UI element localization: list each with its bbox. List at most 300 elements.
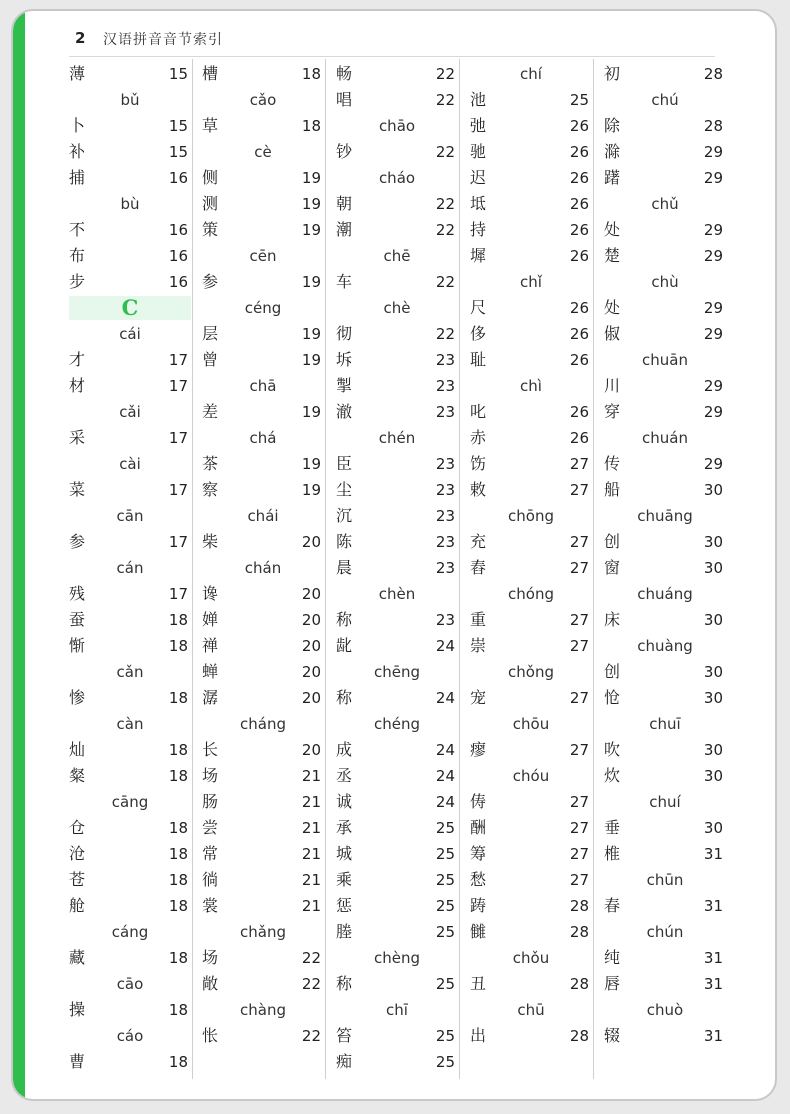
entry-page-number: 26: [569, 247, 589, 265]
index-entry[interactable]: [604, 685, 726, 711]
index-entry[interactable]: [336, 737, 458, 763]
entry-page-number: 28: [569, 923, 589, 941]
entry-page-number: 27: [569, 793, 589, 811]
entry-page-number: 23: [435, 559, 455, 577]
index-entry[interactable]: [336, 867, 458, 893]
pinyin-heading: cǎi: [119, 403, 141, 421]
entry-page-number: 26: [569, 299, 589, 317]
index-entry[interactable]: [336, 139, 458, 165]
entry-character: 晨: [336, 558, 353, 577]
index-entry[interactable]: [69, 269, 191, 295]
pinyin-heading: cáng: [111, 923, 149, 941]
entry-page-number: 17: [168, 481, 188, 499]
entry-page-number: 18: [168, 767, 188, 785]
entry-character: 窗: [604, 558, 621, 577]
pinyin-heading: chuāng: [637, 507, 693, 525]
index-entry[interactable]: [69, 867, 191, 893]
pinyin-heading: chē: [383, 247, 411, 265]
index-entry[interactable]: [604, 607, 726, 633]
entry-page-number: 23: [435, 611, 455, 629]
index-entry[interactable]: [470, 841, 592, 867]
pinyin-heading: cháng: [240, 715, 286, 733]
entry-page-number: 19: [301, 481, 321, 499]
entry-page-number: 22: [435, 221, 455, 239]
index-entry[interactable]: [202, 191, 324, 217]
entry-character: 畅: [336, 64, 353, 83]
pinyin-heading: chèn: [378, 585, 416, 603]
index-entry[interactable]: [69, 477, 191, 503]
index-entry[interactable]: [69, 165, 191, 191]
entry-character: 草: [202, 116, 219, 135]
entry-page-number: 18: [168, 845, 188, 863]
index-entry[interactable]: [69, 243, 191, 269]
index-entry[interactable]: [604, 61, 726, 87]
index-entry[interactable]: [470, 191, 592, 217]
entry-character: 垂: [604, 818, 621, 837]
entry-page-number: 27: [569, 533, 589, 551]
entry-page-number: 22: [435, 325, 455, 343]
entry-page-number: 18: [168, 1053, 188, 1071]
entry-page-number: 30: [703, 689, 723, 707]
pinyin-heading: bǔ: [120, 91, 140, 109]
index-entry[interactable]: [202, 763, 324, 789]
entry-character: 场: [202, 948, 219, 967]
index-entry[interactable]: [69, 841, 191, 867]
index-entry[interactable]: [604, 1023, 726, 1049]
pinyin-heading: chè: [383, 299, 411, 317]
index-entry[interactable]: [470, 737, 592, 763]
index-entry[interactable]: [470, 893, 592, 919]
index-entry[interactable]: [604, 659, 726, 685]
entry-page-number: 22: [301, 949, 321, 967]
entry-page-number: 31: [703, 975, 723, 993]
index-entry[interactable]: [69, 139, 191, 165]
entry-page-number: 24: [435, 793, 455, 811]
entry-character: 纯: [604, 948, 621, 967]
index-entry[interactable]: [202, 659, 324, 685]
entry-page-number: 26: [569, 403, 589, 421]
entry-character: 滁: [604, 142, 621, 161]
index-entry[interactable]: [336, 451, 458, 477]
entry-character: 差: [202, 402, 219, 421]
entry-character: 敕: [470, 480, 487, 499]
entry-page-number: 27: [569, 845, 589, 863]
entry-character: 不: [69, 220, 86, 239]
pinyin-heading: chōng: [508, 507, 554, 525]
index-entry[interactable]: [202, 347, 324, 373]
index-entry[interactable]: [470, 87, 592, 113]
index-entry[interactable]: [604, 113, 726, 139]
index-entry[interactable]: [604, 139, 726, 165]
index-entry[interactable]: [470, 633, 592, 659]
entry-character: 捕: [69, 168, 86, 187]
index-entry[interactable]: [202, 477, 324, 503]
entry-character: 尘: [336, 480, 353, 499]
entry-character: 吹: [604, 740, 621, 759]
entry-character: 才: [69, 350, 86, 369]
index-entry[interactable]: [604, 893, 726, 919]
entry-character: 雠: [470, 922, 487, 941]
entry-page-number: 26: [569, 195, 589, 213]
index-entry[interactable]: [336, 893, 458, 919]
entry-character: 仓: [69, 818, 86, 837]
entry-character: 赤: [470, 428, 487, 447]
section-letter: C: [69, 296, 191, 320]
entry-character: 饬: [470, 454, 487, 473]
entry-character: 薄: [69, 64, 86, 83]
entry-character: 菜: [69, 480, 86, 499]
entry-page-number: 18: [168, 637, 188, 655]
index-entry[interactable]: [202, 815, 324, 841]
entry-character: 惭: [69, 636, 86, 655]
entry-character: 坼: [336, 350, 353, 369]
entry-page-number: 25: [435, 871, 455, 889]
index-entry[interactable]: [604, 763, 726, 789]
entry-page-number: 22: [435, 273, 455, 291]
index-entry[interactable]: [470, 815, 592, 841]
entry-character: 蝉: [202, 662, 219, 681]
index-entry[interactable]: [69, 607, 191, 633]
index-entry[interactable]: [69, 763, 191, 789]
index-entry[interactable]: [336, 971, 458, 997]
index-entry[interactable]: [604, 971, 726, 997]
index-entry[interactable]: [470, 165, 592, 191]
index-entry[interactable]: [69, 113, 191, 139]
entry-character: 唱: [336, 90, 353, 109]
index-entry[interactable]: [69, 893, 191, 919]
index-entry[interactable]: [202, 113, 324, 139]
index-entry[interactable]: [69, 425, 191, 451]
entry-page-number: 20: [301, 663, 321, 681]
column-divider: [192, 59, 193, 1079]
index-column-1: [69, 61, 191, 1075]
entry-page-number: 29: [703, 169, 723, 187]
entry-page-number: 29: [703, 455, 723, 473]
entry-page-number: 26: [569, 351, 589, 369]
pinyin-heading: chuàng: [637, 637, 693, 655]
index-entry[interactable]: [336, 529, 458, 555]
entry-page-number: 22: [435, 91, 455, 109]
index-entry[interactable]: [470, 217, 592, 243]
entry-page-number: 22: [435, 143, 455, 161]
index-entry[interactable]: [69, 633, 191, 659]
entry-character: 辍: [604, 1026, 621, 1045]
entry-page-number: 18: [301, 65, 321, 83]
pinyin-heading: chán: [244, 559, 282, 577]
index-entry[interactable]: [604, 243, 726, 269]
index-entry[interactable]: [202, 61, 324, 87]
entry-character: 潺: [202, 688, 219, 707]
entry-page-number: 26: [569, 325, 589, 343]
entry-character: 卜: [69, 116, 86, 135]
entry-page-number: 30: [703, 559, 723, 577]
index-entry[interactable]: [202, 841, 324, 867]
index-entry[interactable]: [604, 477, 726, 503]
index-entry[interactable]: [336, 61, 458, 87]
entry-page-number: 25: [435, 845, 455, 863]
entry-character: 采: [69, 428, 86, 447]
entry-page-number: 30: [703, 611, 723, 629]
entry-character: 龀: [336, 636, 353, 655]
index-entry[interactable]: [336, 269, 458, 295]
entry-character: 驰: [470, 142, 487, 161]
index-entry[interactable]: [336, 763, 458, 789]
entry-character: 粲: [69, 766, 86, 785]
pinyin-heading: càn: [116, 715, 144, 733]
index-entry[interactable]: [336, 841, 458, 867]
entry-character: 成: [336, 740, 353, 759]
pinyin-heading: chǔ: [651, 195, 679, 213]
index-entry[interactable]: [336, 607, 458, 633]
pinyin-heading: chuān: [642, 351, 688, 369]
index-entry[interactable]: [202, 945, 324, 971]
entry-character: 创: [604, 532, 621, 551]
entry-page-number: 20: [301, 741, 321, 759]
index-entry[interactable]: [202, 633, 324, 659]
entry-character: 侈: [470, 324, 487, 343]
index-page: [11, 9, 777, 1101]
entry-character: 场: [202, 766, 219, 785]
page-title: 汉语拼音音节索引: [103, 32, 223, 48]
entry-character: 澈: [336, 402, 353, 421]
index-entry[interactable]: [604, 555, 726, 581]
entry-character: 察: [202, 480, 219, 499]
entry-page-number: 20: [301, 689, 321, 707]
entry-page-number: 28: [703, 65, 723, 83]
entry-character: 操: [69, 1000, 86, 1019]
entry-page-number: 25: [435, 1053, 455, 1071]
pinyin-heading: cāng: [111, 793, 149, 811]
index-entry[interactable]: [336, 555, 458, 581]
index-entry[interactable]: [202, 451, 324, 477]
index-entry[interactable]: [336, 373, 458, 399]
index-entry[interactable]: [336, 321, 458, 347]
index-entry[interactable]: [69, 1049, 191, 1075]
index-entry[interactable]: [470, 321, 592, 347]
index-entry[interactable]: [470, 789, 592, 815]
entry-page-number: 30: [703, 741, 723, 759]
index-entry[interactable]: [202, 399, 324, 425]
entry-page-number: 29: [703, 325, 723, 343]
index-entry[interactable]: [69, 61, 191, 87]
index-entry[interactable]: [336, 217, 458, 243]
pinyin-heading: chǎng: [240, 923, 286, 941]
index-entry[interactable]: [69, 529, 191, 555]
entry-character: 俶: [604, 324, 621, 343]
index-entry[interactable]: [470, 451, 592, 477]
pinyin-heading: chēng: [373, 663, 420, 681]
entry-page-number: 23: [435, 351, 455, 369]
entry-page-number: 31: [703, 949, 723, 967]
index-entry[interactable]: [202, 321, 324, 347]
entry-character: 宠: [470, 688, 487, 707]
entry-page-number: 23: [435, 533, 455, 551]
entry-character: 钞: [336, 142, 353, 161]
index-entry[interactable]: [202, 607, 324, 633]
index-entry[interactable]: [336, 633, 458, 659]
entry-character: 裳: [202, 896, 219, 915]
entry-page-number: 25: [435, 897, 455, 915]
index-entry[interactable]: [604, 165, 726, 191]
entry-page-number: 27: [569, 819, 589, 837]
entry-page-number: 26: [569, 429, 589, 447]
page-header: [69, 26, 715, 57]
entry-character: 测: [202, 194, 219, 213]
entry-character: 池: [470, 90, 487, 109]
entry-page-number: 27: [569, 455, 589, 473]
entry-character: 丞: [336, 766, 353, 785]
entry-page-number: 26: [569, 143, 589, 161]
pinyin-heading: chú: [651, 91, 679, 109]
index-entry[interactable]: [604, 737, 726, 763]
index-entry[interactable]: [69, 347, 191, 373]
index-entry[interactable]: [604, 451, 726, 477]
entry-page-number: 29: [703, 247, 723, 265]
entry-character: 柴: [202, 532, 219, 551]
entry-page-number: 18: [168, 897, 188, 915]
entry-page-number: 23: [435, 455, 455, 473]
index-entry[interactable]: [69, 737, 191, 763]
index-entry[interactable]: [202, 217, 324, 243]
entry-character: 处: [604, 220, 621, 239]
pinyin-heading: chù: [651, 273, 679, 291]
pinyin-heading: bù: [120, 195, 140, 213]
index-entry[interactable]: [202, 1023, 324, 1049]
index-entry[interactable]: [336, 815, 458, 841]
index-entry[interactable]: [336, 1023, 458, 1049]
entry-character: 舱: [69, 896, 86, 915]
index-entry[interactable]: [604, 321, 726, 347]
index-entry[interactable]: [470, 919, 592, 945]
index-entry[interactable]: [202, 529, 324, 555]
index-entry[interactable]: [202, 893, 324, 919]
index-entry[interactable]: [604, 815, 726, 841]
index-entry[interactable]: [202, 971, 324, 997]
entry-page-number: 19: [301, 195, 321, 213]
entry-character: 层: [202, 324, 219, 343]
index-entry[interactable]: [470, 1023, 592, 1049]
pinyin-heading: chū: [517, 1001, 545, 1019]
index-entry[interactable]: [69, 685, 191, 711]
index-entry[interactable]: [470, 399, 592, 425]
index-entry[interactable]: [470, 555, 592, 581]
index-entry[interactable]: [202, 789, 324, 815]
entry-character: 笞: [336, 1026, 353, 1045]
index-entry[interactable]: [336, 347, 458, 373]
entry-character: 舂: [470, 558, 487, 577]
index-entry[interactable]: [470, 243, 592, 269]
pinyin-heading: cè: [254, 143, 272, 161]
index-entry[interactable]: [470, 139, 592, 165]
index-entry[interactable]: [336, 87, 458, 113]
entry-character: 补: [69, 142, 86, 161]
index-entry[interactable]: [604, 399, 726, 425]
index-entry[interactable]: [336, 789, 458, 815]
index-entry[interactable]: [470, 425, 592, 451]
index-entry[interactable]: [69, 815, 191, 841]
entry-character: 楚: [604, 246, 621, 265]
index-entry[interactable]: [69, 945, 191, 971]
index-entry[interactable]: [470, 685, 592, 711]
entry-page-number: 18: [168, 949, 188, 967]
index-entry[interactable]: [604, 529, 726, 555]
pinyin-heading: chá: [249, 429, 277, 447]
entry-page-number: 25: [435, 975, 455, 993]
index-entry[interactable]: [604, 217, 726, 243]
entry-character: 叱: [470, 402, 487, 421]
entry-page-number: 21: [301, 819, 321, 837]
entry-page-number: 31: [703, 1027, 723, 1045]
entry-character: 丑: [470, 974, 487, 993]
index-entry[interactable]: [202, 269, 324, 295]
entry-page-number: 16: [168, 221, 188, 239]
entry-character: 炊: [604, 766, 621, 785]
index-entry[interactable]: [470, 477, 592, 503]
pinyin-heading: chā: [249, 377, 277, 395]
index-entry[interactable]: [202, 737, 324, 763]
index-entry[interactable]: [336, 191, 458, 217]
pinyin-heading: chuán: [642, 429, 688, 447]
entry-character: 穿: [604, 402, 621, 421]
entry-page-number: 26: [569, 221, 589, 239]
index-entry[interactable]: [470, 295, 592, 321]
entry-character: 策: [202, 220, 219, 239]
index-entry[interactable]: [69, 373, 191, 399]
index-entry[interactable]: [336, 477, 458, 503]
index-entry[interactable]: [604, 841, 726, 867]
pinyin-heading: cǎo: [249, 91, 277, 109]
index-entry[interactable]: [202, 685, 324, 711]
index-entry[interactable]: [336, 685, 458, 711]
index-entry[interactable]: [336, 503, 458, 529]
index-entry[interactable]: [202, 581, 324, 607]
index-entry[interactable]: [69, 581, 191, 607]
entry-page-number: 27: [569, 559, 589, 577]
index-entry[interactable]: [604, 945, 726, 971]
entry-character: 车: [336, 272, 353, 291]
entry-page-number: 23: [435, 377, 455, 395]
index-entry[interactable]: [470, 867, 592, 893]
index-entry[interactable]: [336, 919, 458, 945]
index-entry[interactable]: [470, 347, 592, 373]
index-entry[interactable]: [604, 373, 726, 399]
index-entry[interactable]: [69, 997, 191, 1023]
index-entry[interactable]: [470, 607, 592, 633]
entry-character: 参: [69, 532, 86, 551]
index-entry[interactable]: [202, 165, 324, 191]
index-entry[interactable]: [69, 217, 191, 243]
entry-page-number: 16: [168, 169, 188, 187]
index-entry[interactable]: [336, 399, 458, 425]
entry-page-number: 18: [168, 1001, 188, 1019]
index-entry[interactable]: [470, 529, 592, 555]
entry-character: 椎: [604, 844, 621, 863]
index-entry[interactable]: [604, 295, 726, 321]
entry-page-number: 29: [703, 221, 723, 239]
entry-character: 步: [69, 272, 86, 291]
entry-character: 承: [336, 818, 353, 837]
index-entry[interactable]: [470, 113, 592, 139]
entry-character: 谗: [202, 584, 219, 603]
pinyin-heading: céng: [244, 299, 282, 317]
index-entry[interactable]: [202, 867, 324, 893]
pinyin-heading: chì: [520, 377, 542, 395]
index-entry[interactable]: [336, 1049, 458, 1075]
entry-character: 耻: [470, 350, 487, 369]
entry-character: 材: [69, 376, 86, 395]
pinyin-heading: cháo: [378, 169, 416, 187]
index-entry[interactable]: [470, 971, 592, 997]
